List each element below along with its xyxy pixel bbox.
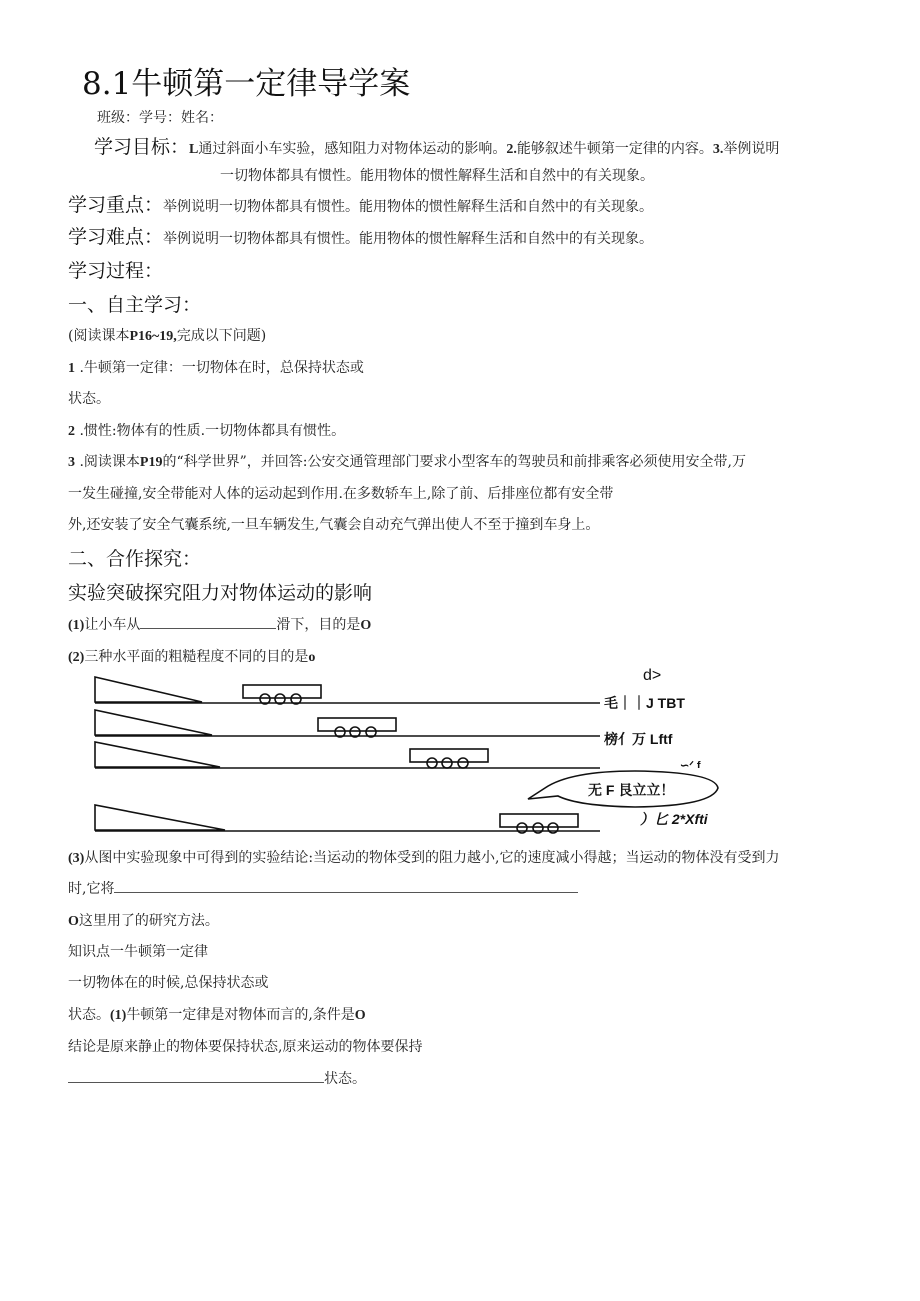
question-3-line2: 一发生碰撞,安全带能对人体的运动起到作用.在多数轿车上,除了前、后排座位都有安全带 <box>68 486 614 502</box>
reading-note-pages: P16~19, <box>129 329 177 344</box>
knowledge-line2-pre: 状态。 <box>68 1007 110 1023</box>
goals-item-3: 举例说明 <box>723 141 780 157</box>
goals-item-1: 通过斜面小车实验，感知阻力对物体运动的影响。 <box>198 141 507 157</box>
question-2-num: 2 <box>68 424 75 439</box>
knowledge-line2-num: (1) <box>110 1008 127 1023</box>
experiment-q1-post: 滑下，目的是 <box>276 617 361 633</box>
experiment-q2-num: (2) <box>68 650 85 665</box>
question-1-text: .牛顿第一定律：一切物体在时，总保持状态或 <box>79 360 364 376</box>
knowledge-line2 <box>68 1004 366 1024</box>
section2-heading: 二、合作探究： <box>68 548 202 570</box>
experiment-q2-end: o <box>308 650 316 665</box>
experiment-q1-end: O <box>360 618 372 633</box>
reading-note-pre: (阅读课本 <box>68 328 130 344</box>
figure-label-2: 榜亻万 Lftf <box>604 731 673 747</box>
answer-blank[interactable] <box>114 878 578 893</box>
experiment-q1-num: (1) <box>68 618 85 633</box>
experiment-q2 <box>68 646 315 666</box>
figure-label-top: d> <box>643 667 662 684</box>
goals-label: 学习目标： <box>94 136 190 158</box>
goals-item-2: 能够叙述牛顿第一定律的内容。 <box>516 141 713 157</box>
ramp-2 <box>95 710 212 735</box>
cart-3 <box>410 749 488 768</box>
figure-label-4: ）匕 2*Xfti <box>640 811 708 827</box>
goals-line-2: 一切物体都具有惯性。能用物体的惯性解释生活和自然中的有关现象。 <box>220 168 654 184</box>
figure-label-1: 毛｜｜J TBT <box>604 695 685 711</box>
reading-note-post: 完成以下问题) <box>176 328 267 344</box>
goals-num-3: 3. <box>712 142 724 157</box>
experiment-q3-line3-pre: O <box>68 914 79 929</box>
experiment-title: 实验突破探究阻力对物体运动的影响 <box>68 582 373 604</box>
experiment-q3-line2-text: 时,它将 <box>68 881 115 897</box>
key-point <box>68 190 653 217</box>
knowledge-line3: 结论是原来静止的物体要保持状态,原来运动的物体要保持 <box>68 1039 423 1055</box>
key-point-label: 学习重点： <box>68 194 164 216</box>
cart-2 <box>318 718 396 737</box>
question-3-text: 的“科学世界”，并回答:公安交通管理部门要求小型客车的驾驶员和前排乘客必须使用安全带,万 <box>162 454 746 470</box>
experiment-q1 <box>68 614 371 634</box>
question-1-num: 1 <box>68 361 75 376</box>
difficulty <box>68 222 653 249</box>
class-info-line: 班级：学号：姓名： <box>97 110 223 126</box>
knowledge-line1: 一切物体在的时候,总保持状态或 <box>68 975 269 991</box>
cart-1 <box>243 685 321 704</box>
experiment-q3-num: (3) <box>68 851 85 866</box>
key-point-text: 举例说明一切物体都具有惯性。能用物体的惯性解释生活和自然中的有关现象。 <box>163 199 654 215</box>
question-1 <box>68 357 364 377</box>
section1-heading: 一、自主学习： <box>68 294 202 316</box>
question-3-page: P19 <box>139 455 163 470</box>
ramp-1 <box>95 677 202 702</box>
goals-num-1: L <box>189 142 199 157</box>
question-3-num: 3 <box>68 455 75 470</box>
experiment-q3-text: 从图中实验现象中可得到的实验结论:当运动的物体受到的阻力越小,它的速度减小得越；当运动的物体没有受到力 <box>84 850 780 866</box>
question-1-cont: 状态。 <box>68 391 110 407</box>
knowledge-heading: 知识点一牛顿第一定律 <box>68 944 208 960</box>
experiment-q3-line2 <box>68 878 578 898</box>
goals-line-1 <box>94 132 779 159</box>
ramp-3 <box>95 742 220 767</box>
knowledge-line4 <box>68 1068 366 1088</box>
figure-bubble-text: 无 F 艮立立！ <box>588 782 675 798</box>
question-3-pre: .阅读课本 <box>79 454 140 470</box>
experiment-q3-line3-text: 这里用了的研究方法。 <box>78 913 219 929</box>
question-2-text: .惯性:物体有的性质.一切物体都具有惯性。 <box>79 423 346 439</box>
ramp-4 <box>95 805 225 830</box>
question-3 <box>68 451 746 471</box>
process-heading: 学习过程： <box>68 260 164 282</box>
answer-blank[interactable] <box>140 614 276 629</box>
difficulty-text: 举例说明一切物体都具有惯性。能用物体的惯性解释生活和自然中的有关现象。 <box>163 231 654 247</box>
cart-4 <box>500 814 578 833</box>
question-2 <box>68 420 345 440</box>
knowledge-line2-text: 牛顿第一定律是对物体而言的,条件是 <box>126 1007 355 1023</box>
knowledge-line2-end: O <box>354 1008 366 1023</box>
experiment-q1-pre: 让小车从 <box>84 617 141 633</box>
experiment-q2-text: 三种水平面的粗糙程度不同的目的是 <box>84 649 309 665</box>
reading-note <box>68 325 266 345</box>
question-3-line3: 外,还安装了安全气囊系统,一旦车辆发生,气囊会自动充气弹出使人不至于撞到车身上。 <box>68 517 600 533</box>
page-title: 8.1牛顿第一定律导学案 <box>82 66 411 102</box>
experiment-q3 <box>68 847 780 867</box>
goals-num-2: 2. <box>506 142 517 157</box>
difficulty-label: 学习难点： <box>68 226 164 248</box>
answer-blank[interactable] <box>68 1068 324 1083</box>
knowledge-line4-text: 状态。 <box>324 1071 366 1087</box>
experiment-q3-line3 <box>68 910 219 930</box>
figure-label-3: ∽ᐟ f <box>680 760 701 768</box>
